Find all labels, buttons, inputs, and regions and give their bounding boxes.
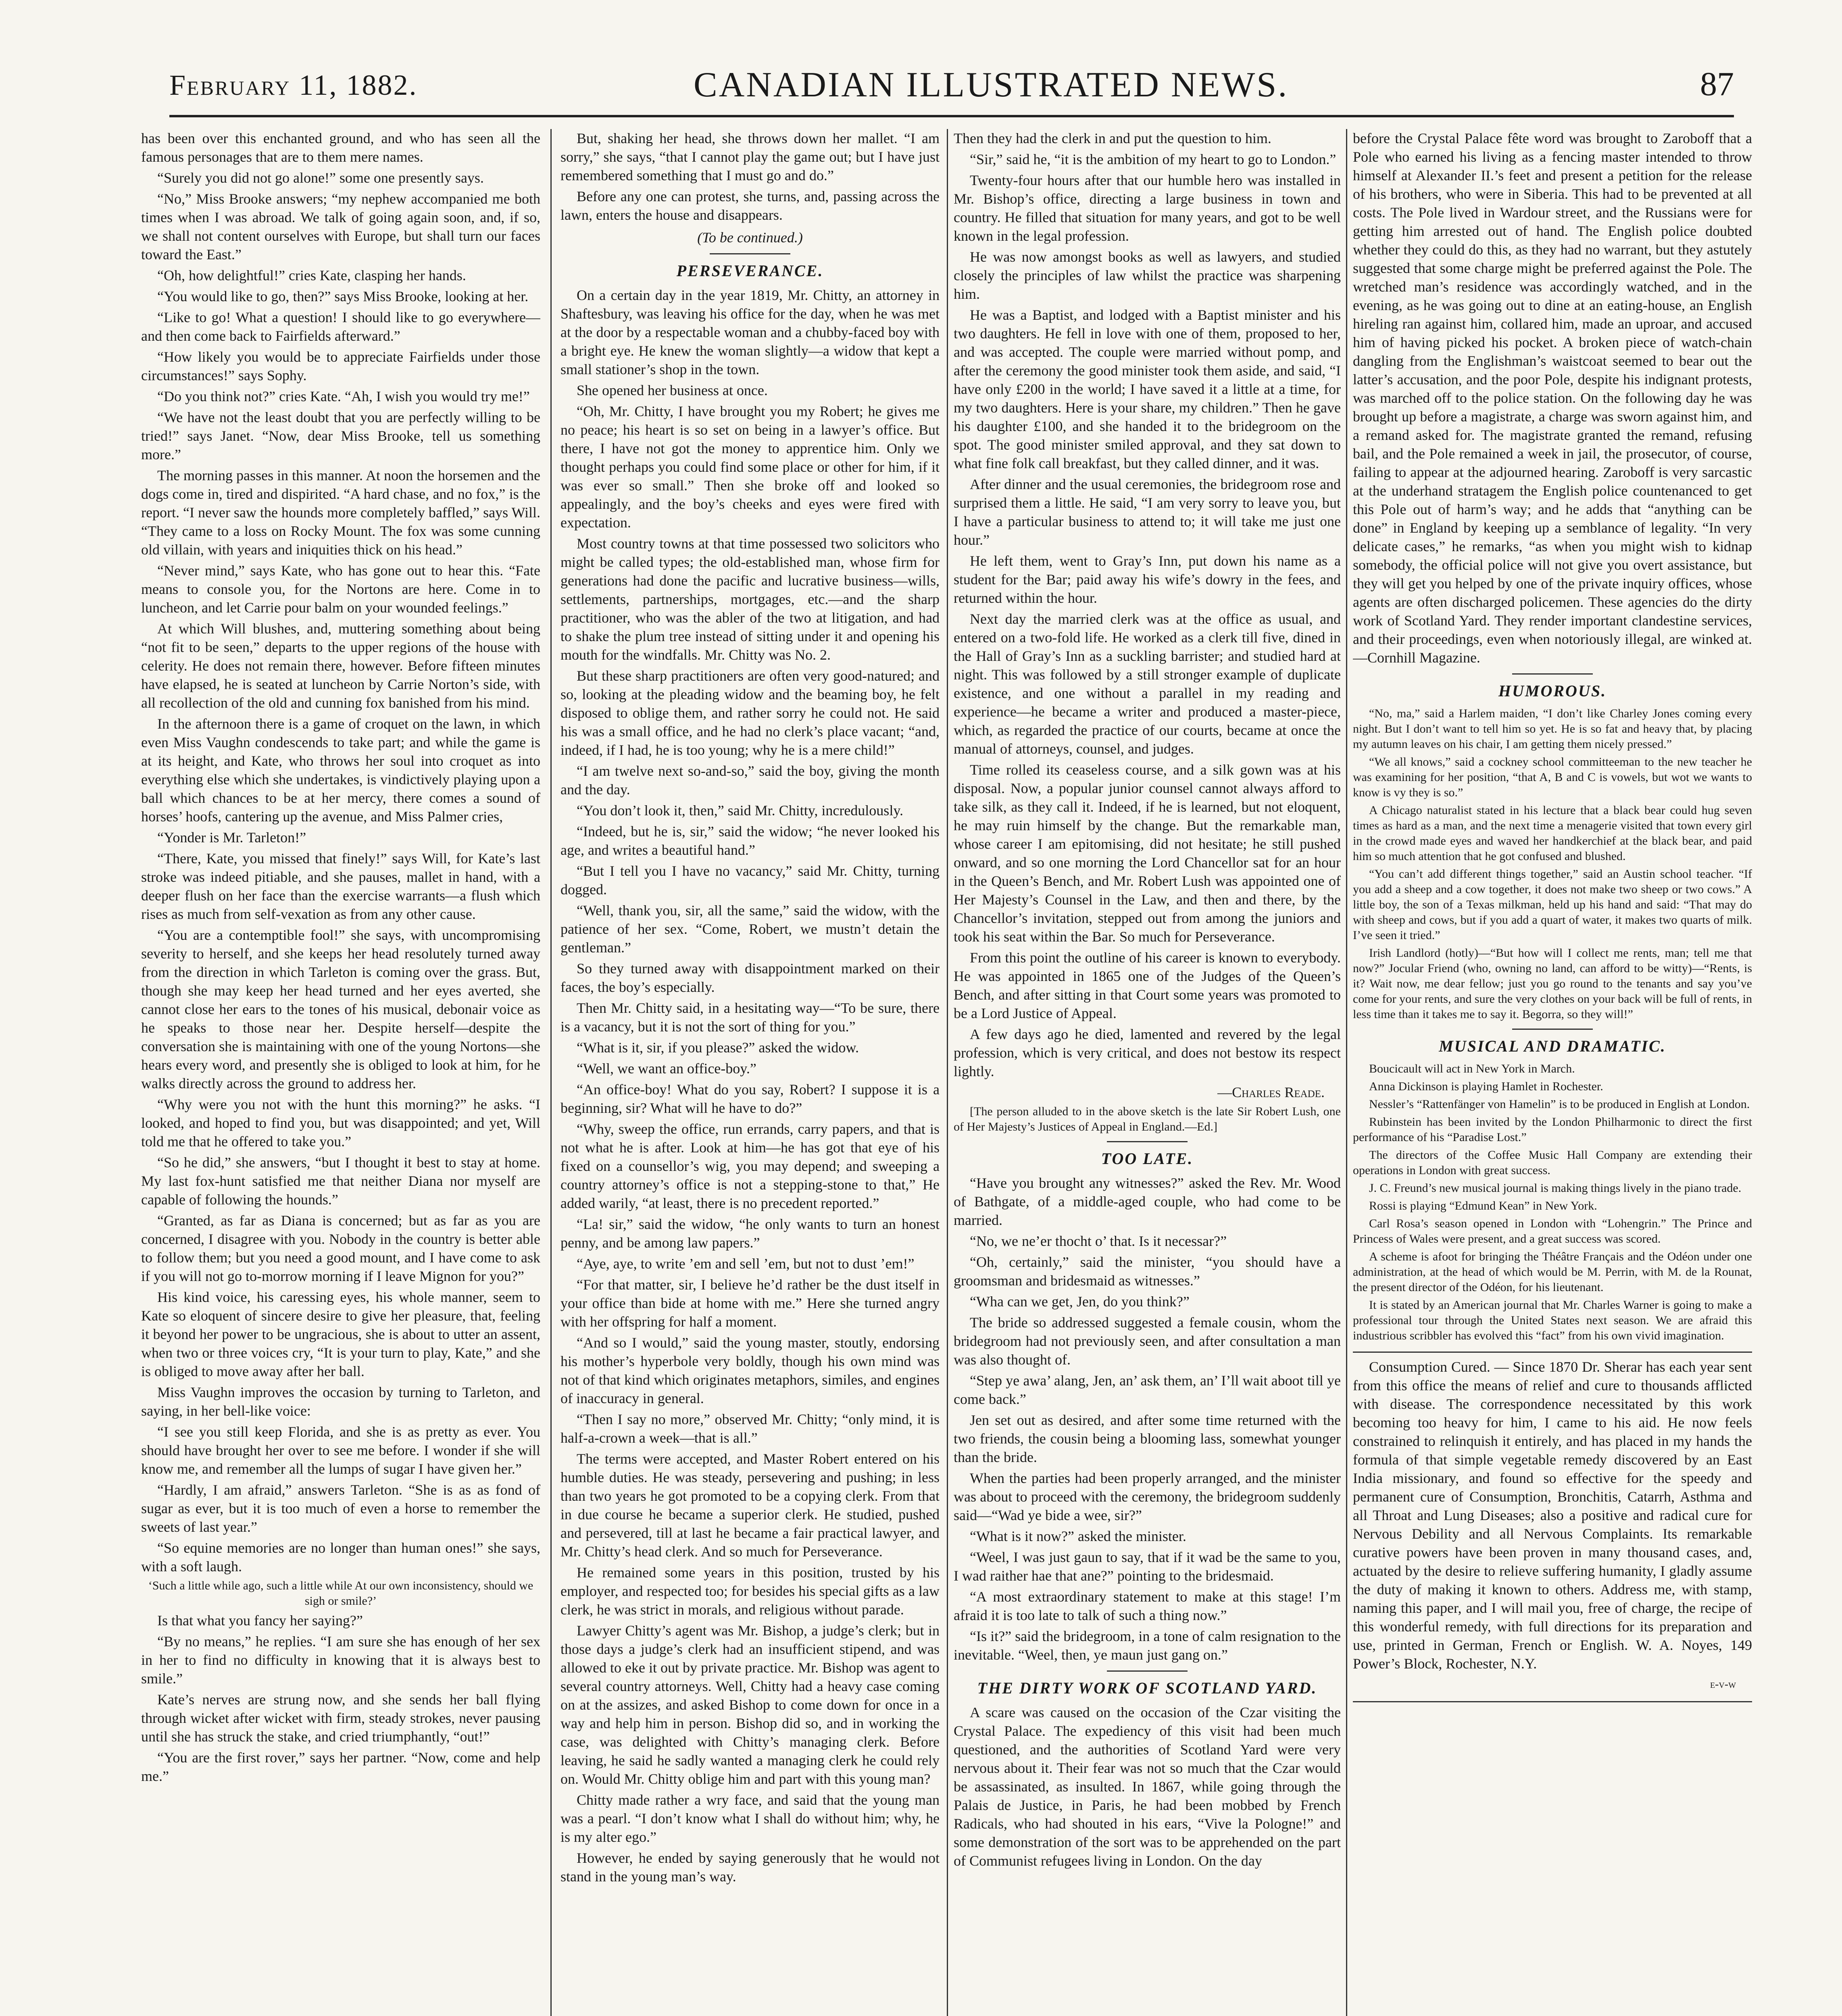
paragraph: “Like to go! What a question! I should like to go everywhere—and then come back to Fairfields afterward.” [141,309,540,344]
paragraph: “And so I would,” said the young master, stoutly, endorsing his mother’s hyperbole very boldly, though his own mind was not of that kind which originates metaphors, similes, and engines of inaccuracy in general. [561,1335,940,1406]
paragraph: before the Crystal Palace fête word was brought to Zaroboff that a Pole who earned his living as a fencing master intended to throw himself at Alexander II.’s feet and present a petition for the release of his brothers, who were in Siberia. This had to be prevented at all costs. The Pole lived in Wardour street, and the Russians were for getting him arrested out of hand. The English police doubted whether they could do this, as they had no warrant, but they astutely suggested that some charge might be preferred against the Pole. The wretched man’s residence was accordingly watched, and in the evening, as he was going out to dine at an eating-house, an English hireling ran against him, collared him, made an uproar, and accused him of having picked his pocket. A broken piece of watch-chain dangling from the Englishman’s waistcoat seemed to bear out the latter’s accusation, and the poor Pole, despite his indignant protests, was marched off to the police station. On the following day he was brought up before a magistrate, a charge was sworn against him, and a remand asked for. The magistrate granted the remand, refusing bail, and the Pole remained a week in jail, the prosecutor, of course, failing to appear at the adjourned hearing. Zaroboff is very sarcastic at the underhand stratagem the English police countenanced to get this Pole out of harm’s way; and he adds that “anything can be done” in England by keeping up a semblance of legality. “In very delicate cases,” he remarks, “as when you might wish to kidnap somebody, the official police will not give you overt assistance, but they will get you helped by one of the private inquiry offices, whose agents are often discharged policemen. These agencies do the dirty work of Scotland Yard. They render important clandestine services, and their proceedings, even when notoriously illegal, are winked at.—Cornhill Magazine. [1353,130,1752,666]
paragraph: “Hardly, I am afraid,” answers Tarleton. “She is as as fond of sugar as ever, but it is too much of even a horse to remember the sweets of last year.” [141,1482,540,1535]
paragraph: Chitty made rather a wry face, and said that the young man was a pearl. “I don’t know what I shall do without him; why, he is my alter ego.” [561,1792,940,1845]
paragraph: “Yonder is Mr. Tarleton!” [157,829,306,846]
paragraph: “For that matter, sir, I believe he’d rather be the dust itself in your office than bide at home with me.” Here she turned angry with her offspring for half a moment. [561,1277,940,1330]
paragraph: “La! sir,” said the widow, “he only wants to turn an honest penny, and be among law papers.” [561,1216,940,1251]
masthead-rule [169,115,1734,117]
paragraph: “You are a contemptible fool!” she says, with uncompromising severity to herself, and she keeps her head resolutely turned away from the direction in which Tarleton is coming over the grass. But, though she may keep her head turned and her eyes averted, she cannot close her ears to the tones of his musical, debonair voice as he speaks to those near her. Despite herself—despite the conversation she is maintaining with one of the young Nortons—she hears every word, and presently she is obliged to look at him, for he walks directly across the ground to address her. [141,927,540,1091]
music-item: It is stated by an American journal that Mr. Charles Warner is going to make a professional tour through the United States next season. We are afraid this industrious scribbler has evolved this “fact” from his own vivid imagination. [1353,1298,1752,1342]
column-4 [1353,129,1752,2016]
music-item: Nessler’s “Rattenfänger von Hamelin” is to be produced in English at London. [1369,1098,1750,1111]
section-heading-humorous: HUMOROUS. [1498,682,1607,700]
paragraph: Twenty-four hours after that our humble hero was installed in Mr. Bishop’s office, directing a large business in town and country. He filled that situation for many years, and got to be well known in the legal profession. [954,172,1341,244]
paragraph: In the afternoon there is a game of croquet on the lawn, in which even Miss Vaughn condescends to take part; and while the game is at its height, and Kate, who throws her soul into croquet as into everything else which she undertakes, is vindictively playing upon a ball which chances to be at her mercy, there comes a sound of horses’ hoofs, cantering up the avenue, and Miss Palmer cries, [141,716,540,825]
paragraph: Most country towns at that time possessed two solicitors who might be called types; the old-established man, whose firm for generations had done the pacific and lucrative business—wills, settlements, partnerships, mortgages, etc.—and the sharp practitioner, who was the abler of the two at litigation, and had to shake the plum tree instead of sitting under it and opening his mouth for the windfalls. Mr. Chitty was No. 2. [561,535,940,663]
column-divider [550,129,552,2016]
paragraph: “I see you still keep Florida, and she is as pretty as ever. You should have brought her over to see me before. I wonder if she will know me, and remember all the lumps of sugar I have given her.” [141,1424,540,1477]
paragraph: has been over this enchanted ground, and who has seen all the famous personages that are to them mere names. [141,130,540,165]
paragraph: “But I tell you I have no vacancy,” said Mr. Chitty, turning dogged. [561,863,940,898]
paragraph: “What is it now?” asked the minister. [970,1528,1186,1544]
paragraph: Lawyer Chitty’s agent was Mr. Bishop, a judge’s clerk; but in those days a judge’s clerk had an insufficient stipend, and was allowed to eke it out by private practice. Mr. Bishop was agent to several country attorneys. Well, Chitty had a heavy case coming on at the assizes, and asked Bishop to come down for once in a way and help him in person. Bishop did so, and in working the case, was delighted with Chitty’s managing clerk. Before leaving, he said he sadly wanted a managing clerk he could rely on. Would Mr. Chitty oblige him and part with this young man? [561,1622,940,1787]
paragraph: The bride so addressed suggested a female cousin, whom the bridegroom had not previously seen, and after consultation a man was also thought of. [954,1314,1341,1368]
paragraph: “Well, thank you, sir, all the same,” said the widow, with the patience of her sex. “Come, Robert, we mustn’t detain the gentleman.” [561,902,940,956]
paragraph: “You are the first rover,” says her partner. “Now, come and help me.” [141,1749,540,1784]
paragraph: Before any one can protest, she turns, and, passing across the lawn, enters the house and disappears. [561,188,940,223]
editor-note: [The person alluded to in the above sketch is the late Sir Robert Lush, one of Her Majesty’s Justices of Appeal in England.—Ed.] [954,1105,1341,1133]
paragraph: “What is it, sir, if you please?” asked the widow. [577,1039,859,1056]
page-number: 87 [1700,65,1734,103]
paragraph: “No,” Miss Brooke answers; “my nephew accompanied me both times when I was abroad. We talk of going again soon, and, if so, we shall not content ourselves with Europe, but shall turn our faces toward the East.” [141,191,540,262]
paragraph: Kate’s nerves are strung now, and she sends her ball flying through wicket after wicket with firm, steady strokes, never pausing until she has struck the stake, and cried triumphantly, “out!” [141,1691,540,1745]
author-signature: —Charles Reade. [1217,1084,1325,1100]
paragraph: “So he did,” she answers, “but I thought it best to stay at home. My last fox-hunt satisfied me that neither Diana nor myself are capable of following the hounds.” [141,1154,540,1208]
paragraph: But these sharp practitioners are often very good-natured; and so, looking at the pleading widow and the beaming boy, he felt disposed to oblige them, and rather sorry he could not. He said his was a small office, and he had no clerk’s place vacant; “and, indeed, if I had, he is too young; why he is a mere child!” [561,668,940,758]
advertisement-text: Consumption Cured. — Since 1870 Dr. Sherar has each year sent from this office the means of relief and cure to thousands afflicted with disease. The correspondence necessitated by this work becoming too heavy for him, I came to his aid. He now feels constrained to relinquish it entirely, and has placed in my hands the formula of that simple vegetable remedy discovered by an East India missionary, and found so effective for the speedy and permanent cure of Consumption, Bronchitis, Catarrh, Asthma and all Throat and Lung Diseases; also a positive and radical cure for Nervous Debility and all Nervous Complaints. Its remarkable curative powers have been proven in many thousand cases, and, actuated by the desire to relieve suffering humanity, I gladly assume the duty of making it known to others. Address me, with stamp, naming this paper, and I will mail you, free of charge, the recipe of this wonderful remedy, with full directions for its preparation and use, printed in German, French or English. W. A. Noyes, 149 Power’s Block, Rochester, N.Y. [1353,1359,1752,1672]
paragraph: “You would like to go, then?” says Miss Brooke, looking at her. [157,288,529,304]
music-item: A scheme is afoot for bringing the Théâtre Français and the Odéon under one administration, at the head of which would be M. Perrin, with M. de la Rounat, the present director of the Odéon, for his lieutenant. [1353,1250,1752,1294]
newspaper-title: CANADIAN ILLUSTRATED NEWS. [694,65,1289,104]
paragraph: After dinner and the usual ceremonies, the bridegroom rose and surprised them a little. He said, “I am very sorry to leave you, but I have a particular business to attend to; it will take me just one hour.” [954,476,1341,548]
paragraph: At which Will blushes, and, muttering something about being “not fit to be seen,” departs to the upper regions of the house with celerity. He does not remain there, however. Before fifteen minutes have elapsed, he is seated at luncheon by Carrie Norton’s side, with all recollection of the old and cunning fox banished from his mind. [141,621,540,711]
paragraph: A scare was caused on the occasion of the Czar visiting the Crystal Palace. The expediency of this visit had been much questioned, and the authorities of Scotland Yard were very nervous about it. Their fear was not so much that the Czar would be assassinated, as insulted. In 1867, while going through the Palais de Justice, in Paris, he had been mobbed by French Radicals, who had shouted in his ears, “Vive la Pologne!” and some demonstration of the sort was to be apprehended on the part of Communist refugees living in London. On the day [954,1704,1341,1869]
humor-item: A Chicago naturalist stated in his lecture that a black bear could hug seven times as hard as a man, and the next time a menagerie visited that town every girl in the crowd made eyes and waved her handkerchief at the black bear, and paid him so much attention that he got confused and blushed. [1353,804,1752,863]
paragraph: “I am twelve next so-and-so,” said the boy, giving the month and the day. [561,763,940,798]
advertisement-consumption-cured [1353,1352,1752,1702]
paragraph: She opened her business at once. [577,382,768,398]
article-heading-scotland-yard: THE DIRTY WORK OF SCOTLAND YARD. [977,1679,1317,1697]
paragraph: “Well, we want an office-boy.” [577,1060,756,1077]
music-item: Rossi is playing “Edmund Kean” in New York. [1369,1199,1597,1212]
paragraph: He remained some years in this position, trusted by his employer, and respected too; for besides his special gifts as a law clerk, he was strict in morals, and religious without parade. [561,1564,940,1618]
column-3 [954,129,1341,2016]
paragraph: “You don’t look it, then,” said Mr. Chitty, incredulously. [577,802,903,818]
paragraph: “Sir,” said he, “it is the ambition of my heart to go to London.” [970,151,1336,167]
paragraph: He was a Baptist, and lodged with a Baptist minister and his two daughters. He fell in love with one of them, proposed to her, and was accepted. The couple were married without pomp, and after the ceremony the good minister took them aside, and said, “I have only £200 in the world; I have saved it a little at a time, for my two daughters. Here is your share, my children.” Then he gave his daughter £100, and she handed it to the bridegroom on the spot. The good minister smiled approval, and they sat down to what fine folk call breakfast, but they called dinner, and it was. [954,307,1341,471]
paragraph: “There, Kate, you missed that finely!” says Will, for Kate’s last stroke was indeed pitiable, and she pauses, mallet in hand, with a deeper flush on her face than the exercise warrants—a flush which rises as much from self-vexation as from any other cause. [141,850,540,922]
section-rule [1107,1670,1188,1672]
music-item: Rubinstein has been invited by the London Philharmonic to direct the first performance of his “Paradise Lost.” [1353,1115,1752,1144]
paragraph: On a certain day in the year 1819, Mr. Chitty, an attorney in Shaftesbury, was leaving his office for the day, when he was met at the door by a respectable woman and a chubby-faced boy with a bright eye. He knew the woman slightly—a widow that kept a small stationer’s shop in the town. [561,287,940,377]
paragraph: Time rolled its ceaseless course, and a silk gown was at his disposal. Now, a popular junior counsel cannot always afford to take silk, as they call it. Indeed, if he is learned, but not eloquent, he may ruin himself by the change. But the remarkable man, whose career I am epitomising, did not hesitate; he still pushed onward, and so one morning the Lord Chancellor sat for an hour in the Queen’s Bench, and Mr. Robert Lush was appointed one of Her Majesty’s Counsel in the Law, and then and there, by the Chancellor’s invitation, stepped out from among the juniors and took his seat within the Bar. So much for Perseverance. [954,762,1341,945]
humor-item: “You can’t add different things together,” said an Austin school teacher. “If you add a sheep and a cow together, it does not make two sheep or two cows.” A little boy, the son of a Texas milkman, held up his hand and said: “That may do with sheep and cows, but if you add a quart of water, it makes two quarts of milk. I’ve seen it tried.” [1353,867,1752,942]
paragraph: “An office-boy! What do you say, Robert? I suppose it is a beginning, sir? What will he have to do?” [561,1081,940,1116]
paragraph: “Do you think not?” cries Kate. “Ah, I wish you would try me!” [157,388,530,404]
paragraph: A few days ago he died, lamented and revered by the legal profession, which is very critical, and does not bestow its respect lightly. [954,1026,1341,1079]
paragraph: “Granted, as far as Diana is concerned; but as far as you are concerned, I disagree with you. Nobody in the country is better able to follow them; but you need a good mount, and I have come to ask if you will not go to-morrow morning if I leave Mignon for you?” [141,1212,540,1284]
paragraph: Is that what you fancy her saying?” [157,1612,363,1629]
masthead [169,60,1734,105]
paragraph: He left them, went to Gray’s Inn, put down his name as a student for the Bar; paid away his wife’s dowry in the fees, and returned within the hour. [954,553,1341,606]
paragraph: “Weel, I was just gaun to say, that if it wad be the same to you, I wad raither hae that ane?” pointing to the bridesmaid. [954,1549,1341,1584]
paragraph: “Have you brought any witnesses?” asked the Rev. Mr. Wood of Bathgate, of a middle-aged couple, who had come to be married. [954,1175,1341,1228]
paragraph: Then Mr. Chitty said, in a hesitating way—“To be sure, there is a vacancy, but it is not the sort of thing for you.” [561,1000,940,1035]
paragraph: “Why were you not with the hunt this morning?” he asks. “I looked, and hoped to find you, but was disappointed; and yet, Will told me that he offered to take you.” [141,1096,540,1150]
paragraph: Jen set out as desired, and after some time returned with the two friends, the cousin being a blooming lass, somewhat younger than the bride. [954,1412,1341,1465]
paragraph: “Never mind,” says Kate, who has gone out to hear this. “Fate means to console you, for the Nortons are here. Come in to luncheon, and let Carrie pour balm on your wounded feelings.” [141,562,540,616]
advertisement-code: e-v-w [1710,1678,1736,1691]
verse-quote: ‘Such a little while ago, such a little while At our own inconsistency, should we sigh or smile?’ [148,1579,533,1608]
humor-item: “We all knows,” said a cockney school committeeman to the new teacher he was examining for her position, “that A, B and C is vowels, but wot we wants to know is vy they is so.” [1353,755,1752,799]
article-heading-too-late: TOO LATE. [1101,1150,1194,1168]
paragraph: “Oh, Mr. Chitty, I have brought you my Robert; he gives me no peace; his heart is so set on being in a lawyer’s office. But there, I have not got the money to apprentice him. Only we thought perhaps you could find some place or other for him, if it was ever so small.” Then she broke off and looked so appealingly, and the boy’s cheeks and eyes were fired with expectation. [561,403,940,531]
paragraph: However, he ended by saying generously that he would not stand in the young man’s way. [561,1850,940,1885]
section-rule [1107,1141,1188,1142]
section-rule [1512,673,1593,675]
paragraph: From this point the outline of his career is known to everybody. He was appointed in 1865 one of the Judges of the Queen’s Bench, and after sitting in that Court some years was promoted to be a Lord Justice of Appeal. [954,950,1341,1021]
to-be-continued: (To be continued.) [697,229,803,246]
paragraph: “Indeed, but he is, sir,” said the widow; “he never looked his age, and writes a beautiful hand.” [561,823,940,858]
paragraph: When the parties had been properly arranged, and the minister was about to proceed with the ceremony, the bridegroom suddenly said—“Wad ye bide a wee, sir?” [954,1470,1341,1523]
paragraph: “A most extraordinary statement to make at this stage! I’m afraid it is too late to talk of such a thing now.” [954,1589,1341,1623]
paragraph: Next day the married clerk was at the office as usual, and entered on a two-fold life. He worked as a clerk till five, dined in the Hall of Gray’s Inn as a suckling barrister; and studied hard at night. This was followed by a still stronger example of duplicate existence, and one without a parallel in my reading and experience—he became a writer and produced a master-piece, which, as regarded the practice of our courts, became at once the manual of attorneys, counsel, and judges. [954,611,1341,757]
paragraph: The morning passes in this manner. At noon the horsemen and the dogs come in, tired and dispirited. “A hard chase, and no fox,” is the report. “I never saw the hounds more completely baffled,” says Will. “They came to a loss on Rocky Mount. The fox was some cunning old villain, with years and iniquities thick on his head.” [141,467,540,558]
paragraph: “Wha can we get, Jen, do you think?” [970,1293,1190,1310]
paragraph: His kind voice, his caressing eyes, his whole manner, seem to Kate so eloquent of sincere desire to give her pleasure, that, feeling it beyond her power to be ungracious, she is about to utter an assent, when two or three voices cry, “It is your turn to play, Kate,” and she is obliged to move away after her ball. [141,1289,540,1379]
paragraph: “No, we ne’er thocht o’ that. Is it necessar?” [970,1233,1227,1249]
paragraph: “By no means,” he replies. “I am sure she has enough of her sex in her to find no difficulty in knowing that it is always best to smile.” [141,1633,540,1687]
paragraph: Miss Vaughn improves the occasion by turning to Tarleton, and saying, in her bell-like voice: [141,1384,540,1419]
column-2 [561,129,940,2016]
paragraph: “Is it?” said the bridegroom, in a tone of calm resignation to the inevitable. “Weel, then, ye maun just gang on.” [954,1628,1341,1663]
humor-item: Irish Landlord (hotly)—“But how will I collect me rents, man; tell me that now?” Jocular Friend (who, owning no land, can afford to be witty)—“Rents, is it? Wait now, me dear fellow; just you go round to the tenants and say you’ve come for your rents, and sure the very clothes on your back will be full of rents, in less time than it takes me to say it. Begorra, so they will!” [1353,946,1752,1021]
paragraph: “We have not the least doubt that you are perfectly willing to be tried!” says Janet. “Now, dear Miss Brooke, tell us something more.” [141,409,540,462]
music-item: Boucicault will act in New York in March. [1369,1062,1575,1075]
music-item: Carl Rosa’s season opened in London with “Lohengrin.” The Prince and Princess of Wales were present, and a great success was scored. [1353,1217,1752,1245]
section-heading-musical-dramatic: MUSICAL AND DRAMATIC. [1439,1037,1666,1055]
paragraph: Then they had the clerk in and put the question to him. [954,130,1271,146]
article-heading-perseverance: PERSEVERANCE. [676,262,824,280]
section-rule [1512,1029,1593,1030]
paragraph: “How likely you would be to appreciate Fairfields under those circumstances!” says Sophy. [141,349,540,383]
paragraph: He was now amongst books as well as lawyers, and studied closely the principles of law whilst the practice was sharpening him. [954,249,1341,302]
column-1 [141,129,540,2016]
paragraph: So they turned away with disappointment marked on their faces, the boy’s especially. [561,960,940,995]
paragraph: “Oh, how delightful!” cries Kate, clasping her hands. [157,267,466,283]
paragraph: “Aye, aye, to write ’em and sell ’em, but not to dust ’em!” [577,1256,915,1272]
paragraph: “Why, sweep the office, run errands, carry papers, and that is not what he is after. Look at him—he has got that eye of his fixed on a counsellor’s wig, you may depend; and sweeping a country attorney’s office is not a stepping-stone to that,” He added warily, “at least, there is no precedent reported.” [561,1121,940,1211]
section-rule [710,253,790,254]
issue-date: February 11, 1882. [169,69,418,101]
humor-item: “No, ma,” said a Harlem maiden, “I don’t like Charley Jones coming every night. But I don’t want to tell him so yet. He is so fat and heavy that, by placing my autumn leaves on his chair, I am getting them nicely pressed.” [1353,707,1752,751]
music-item: Anna Dickinson is playing Hamlet in Rochester. [1369,1080,1603,1093]
paragraph: “Then I say no more,” observed Mr. Chitty; “only mind, it is half-a-crown a week—that is all.” [561,1411,940,1446]
paragraph: But, shaking her head, she throws down her mallet. “I am sorry,” she says, “that I cannot play the game out; but I have just remembered something that I must go and do.” [561,130,940,183]
music-item: J. C. Freund’s new musical journal is making things lively in the piano trade. [1369,1181,1742,1195]
music-item: The directors of the Coffee Music Hall Company are extending their operations in London with great success. [1353,1148,1752,1177]
paragraph: “So equine memories are no longer than human ones!” she says, with a soft laugh. [141,1540,540,1574]
column-divider [947,129,948,2016]
paragraph: “Oh, certainly,” said the minister, “you should have a groomsman and bridesmaid as witnesses.” [954,1254,1341,1289]
paragraph: The terms were accepted, and Master Robert entered on his humble duties. He was steady, persevering and pushing; in less than two years he got promoted to be a copying clerk. From that in due course he became a superior clerk. He studied, pushed and persevered, till at last he became a fair practical lawyer, and Mr. Chitty’s head clerk. And so much for Perseverance. [561,1451,940,1560]
paragraph: “Surely you did not go alone!” some one presently says. [157,170,484,186]
paragraph: “Step ye awa’ alang, Jen, an’ ask them, an’ I’ll wait aboot till ye come back.” [954,1372,1341,1407]
column-divider [1346,129,1347,2016]
